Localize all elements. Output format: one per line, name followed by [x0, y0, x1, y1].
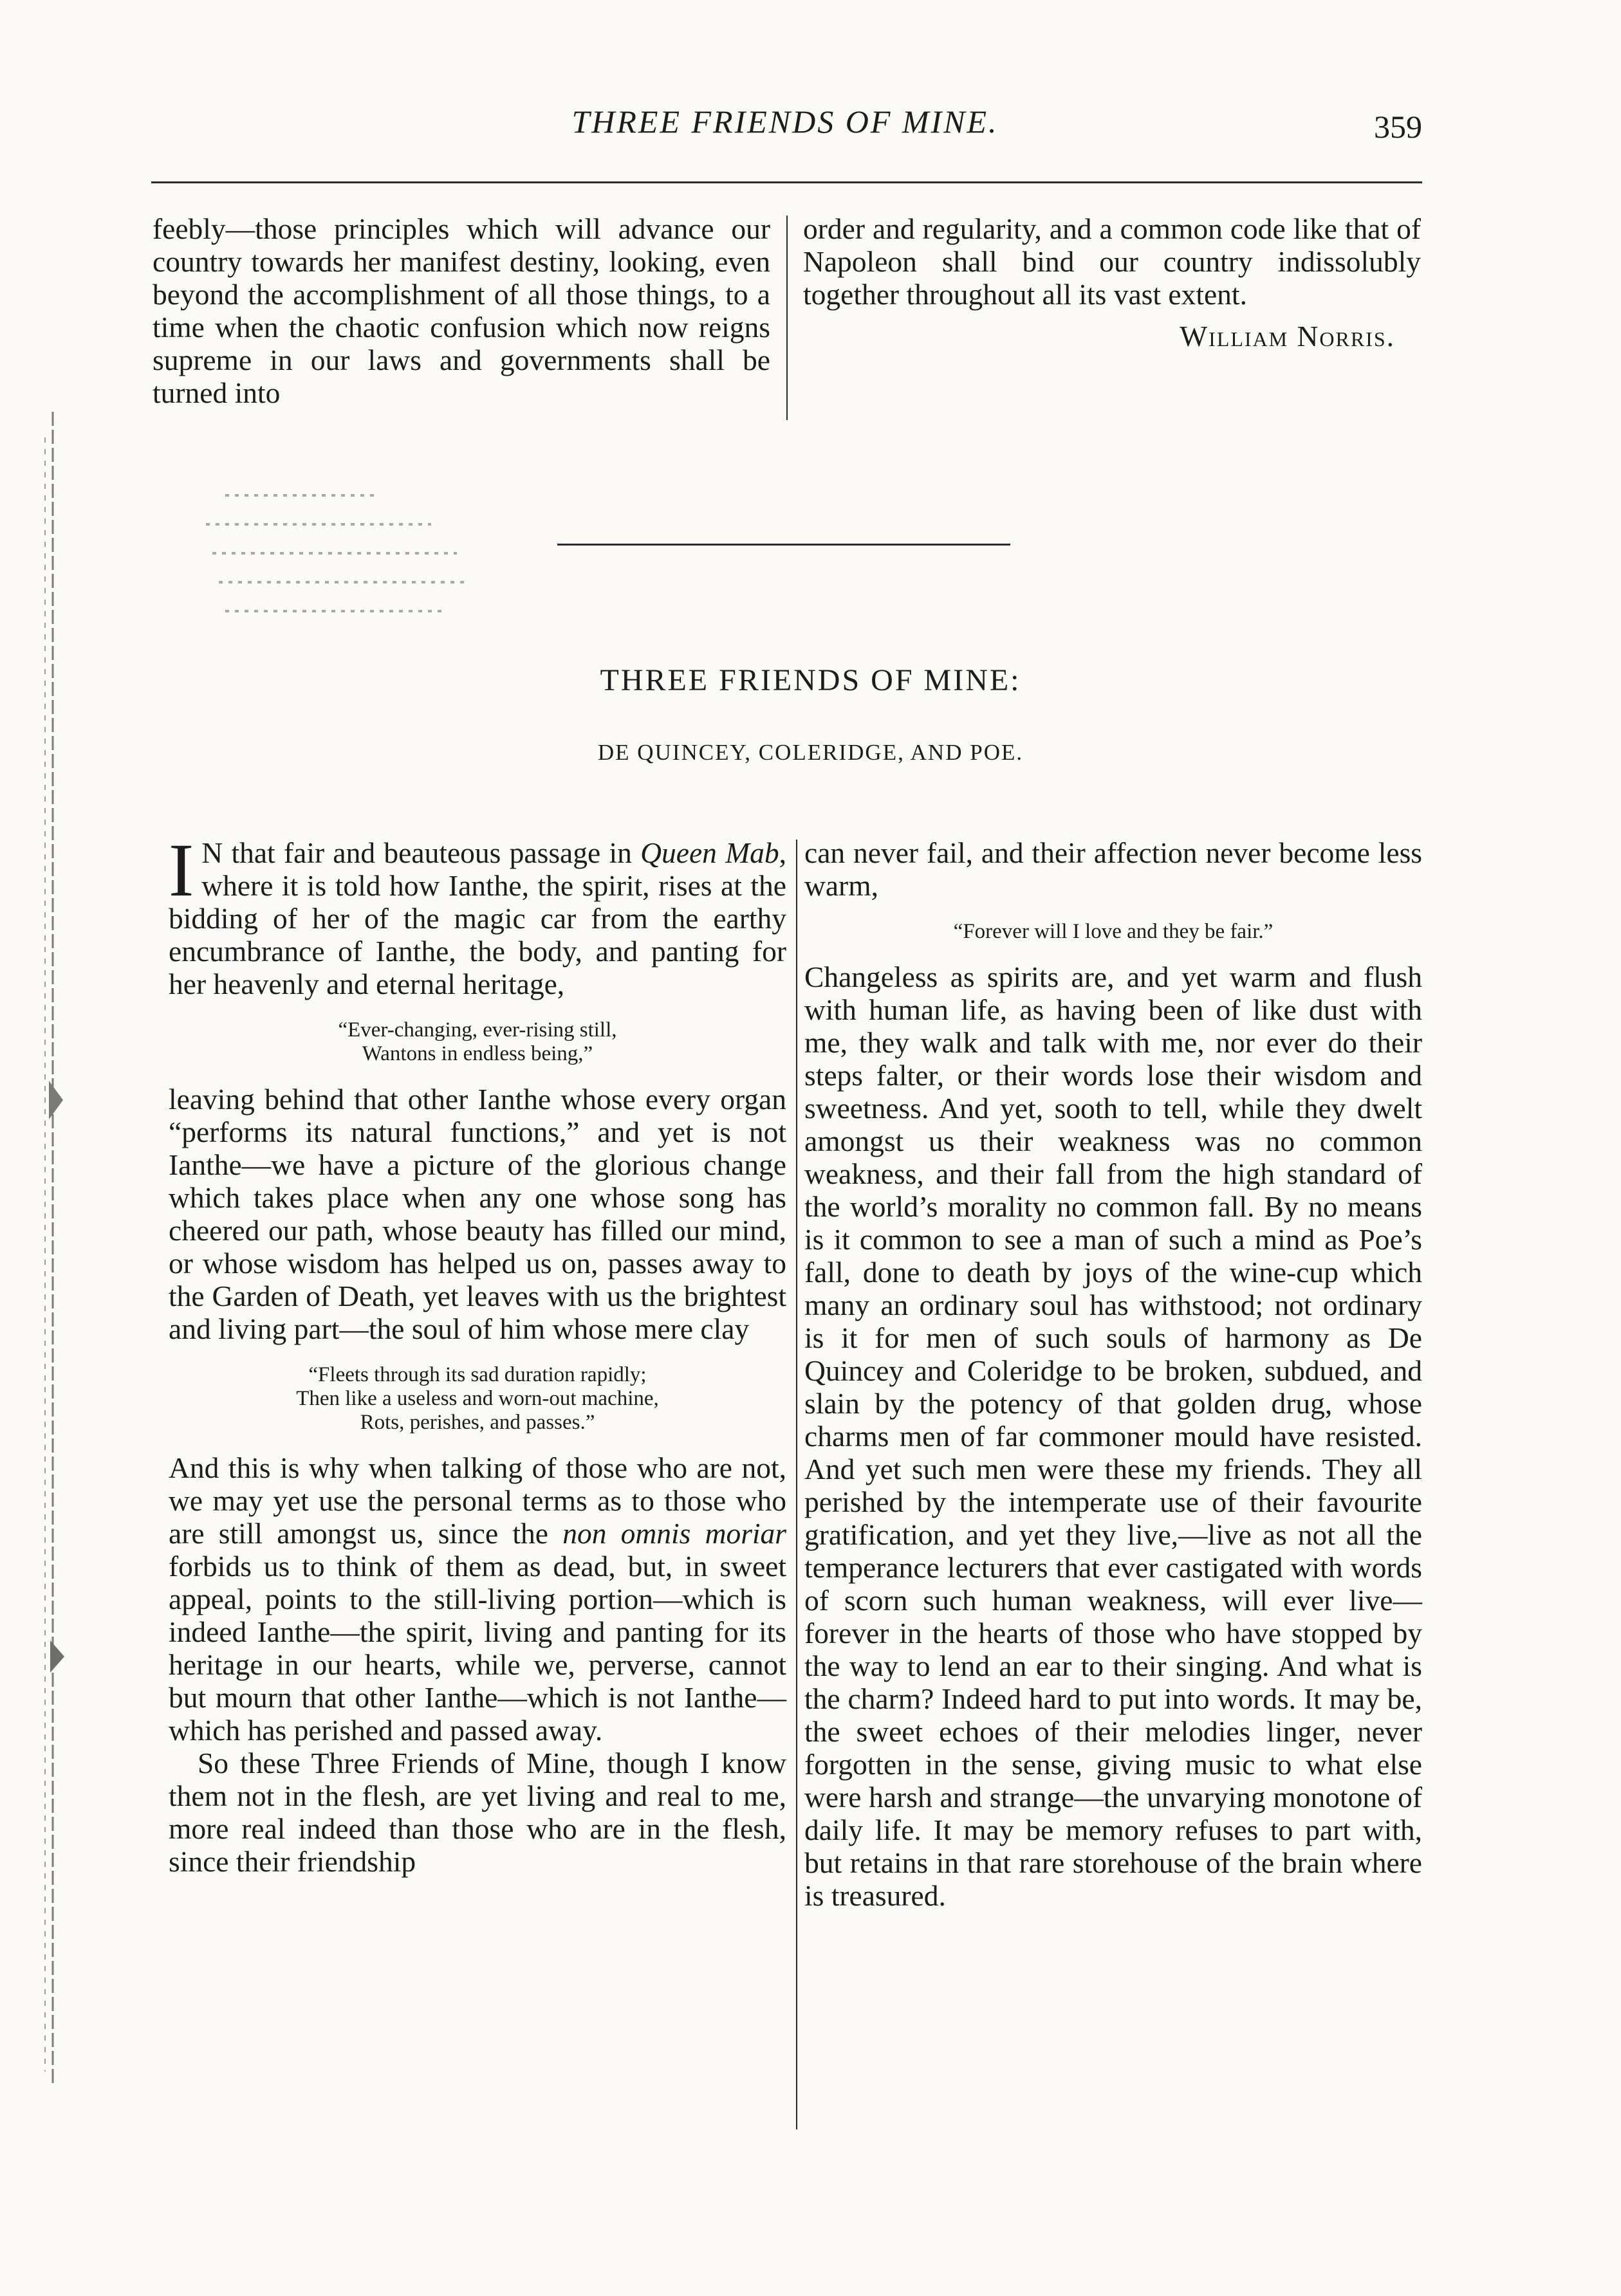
author-signature: William Norris. [1180, 320, 1395, 353]
article-title: THREE FRIENDS OF MINE: [600, 663, 1021, 697]
section-separator [557, 544, 1010, 546]
library-stamp [187, 470, 489, 630]
paragraph: And this is why when talking of those who are not, we may yet use the personal terms as to those who are still amongst us, since the non omnis moriar forbids us to think of them as dead, but, in sweet appeal, points to the still-living portion—which is indeed Ianthe—the spirit, living and panting for its heritage in our hearts, while we, perverse, cannot but mourn that other Ianthe—which is not Ianthe—which has perished and passed away. [169, 1451, 787, 1747]
page-number: 359 [1374, 109, 1422, 145]
column-divider [786, 216, 788, 420]
work-title: Queen Mab [640, 836, 779, 869]
article-left-column [169, 828, 787, 1878]
paragraph: feebly—those principles which will advance our country towards her manifest destiny, looking, even beyond the accomplishment of all those things, to a time when the chaotic confusion which now reigns supreme in our laws and governments shall be turned into [153, 212, 770, 409]
paragraph: can never fail, and their affection never become less warm, [804, 836, 1422, 902]
paragraph: So these Three Friends of Mine, though I know them not in the flesh, are yet living and real to me, more real indeed than those who are in the flesh, since their friendship [169, 1747, 786, 1878]
running-head [148, 103, 1422, 148]
drop-cap: I [169, 828, 194, 912]
paragraph: Changeless as spirits are, and yet warm and flush with human life, as having been of like dust with me, they walk and talk with me, nor ever do their steps falter, or their words lose their wisdom and sweetness. And yet, sooth to tell, while they dwelt amongst us their weakness was no common weakness, and their fall from the high standard of the world’s morality no common fall. By no means is it common to see a man of such a mind as Poe’s fall, done to death by joys of the wine-cup which many an ordinary soul has withstood; not ordinary is it for men of such souls of harmony as De Quincey and Coleridge to be broken, subdued, and slain by the potency of that golden drug, whose charms men of far commoner mould have resisted. And yet such men were these my friends. They all perished by the intemperate use of their favourite gratification, and yet they live,—live as not all the temperance lecturers that ever castigated with words of scorn such human weakness, will ever live—forever in the hearts of those who have stopped by the way to lend an ear to their singing. And what is the charm? Indeed hard to put into words. It may be, the sweet echoes of their melodies linger, never forgotten in the sense, giving music to what else were harsh and strange—the unvarying monotone of daily life. It may be memory refuses to part with, but retains in that rare storehouse of the brain where is treasured. [804, 960, 1422, 1912]
article-subtitle: DE QUINCEY, COLERIDGE, AND POE. [597, 740, 1024, 765]
paragraph: leaving behind that other Ianthe whose every organ “performs its natural functions,” and yet is not Ianthe—we have a picture of the glorious change which takes place when any one whose song has cheered our path, whose beauty has filled our mind, or whose wisdom has helped us on, passes away to the Garden of Death, yet leaves with us the brightest and living part—the soul of him whose mere clay [169, 1083, 786, 1345]
previous-article-right-column [803, 212, 1421, 353]
margin-strip [26, 51, 71, 2264]
running-title: THREE FRIENDS OF MINE. [571, 104, 999, 140]
article-right-column [804, 836, 1422, 1912]
column-divider [796, 840, 797, 2129]
opening-paragraph: I N that fair and beauteous passage in Queen Mab, where it is told how Ianthe, the spirit, rises at the bidding of her of the magic car from the earthy encumbrance of Ianthe, the body, and panting for her heavenly and eternal heritage, [169, 828, 787, 1000]
verse-quote: “Forever will I love and they be fair.” [953, 920, 1274, 943]
verse-quote: “Ever-changing, ever-rising still, Wantons in endless being,” [338, 1018, 617, 1065]
previous-article-left-column [153, 212, 770, 409]
verse-quote: “Fleets through its sad duration rapidly; Then like a useless and worn-out machine, Rots, perishes, and passes.” [296, 1363, 659, 1434]
latin-phrase: non omnis moriar [562, 1517, 787, 1550]
paragraph: order and regularity, and a common code like that of Napoleon shall bind our country indissolubly together throughout all its vast extent. [803, 212, 1421, 311]
header-rule [151, 181, 1422, 183]
